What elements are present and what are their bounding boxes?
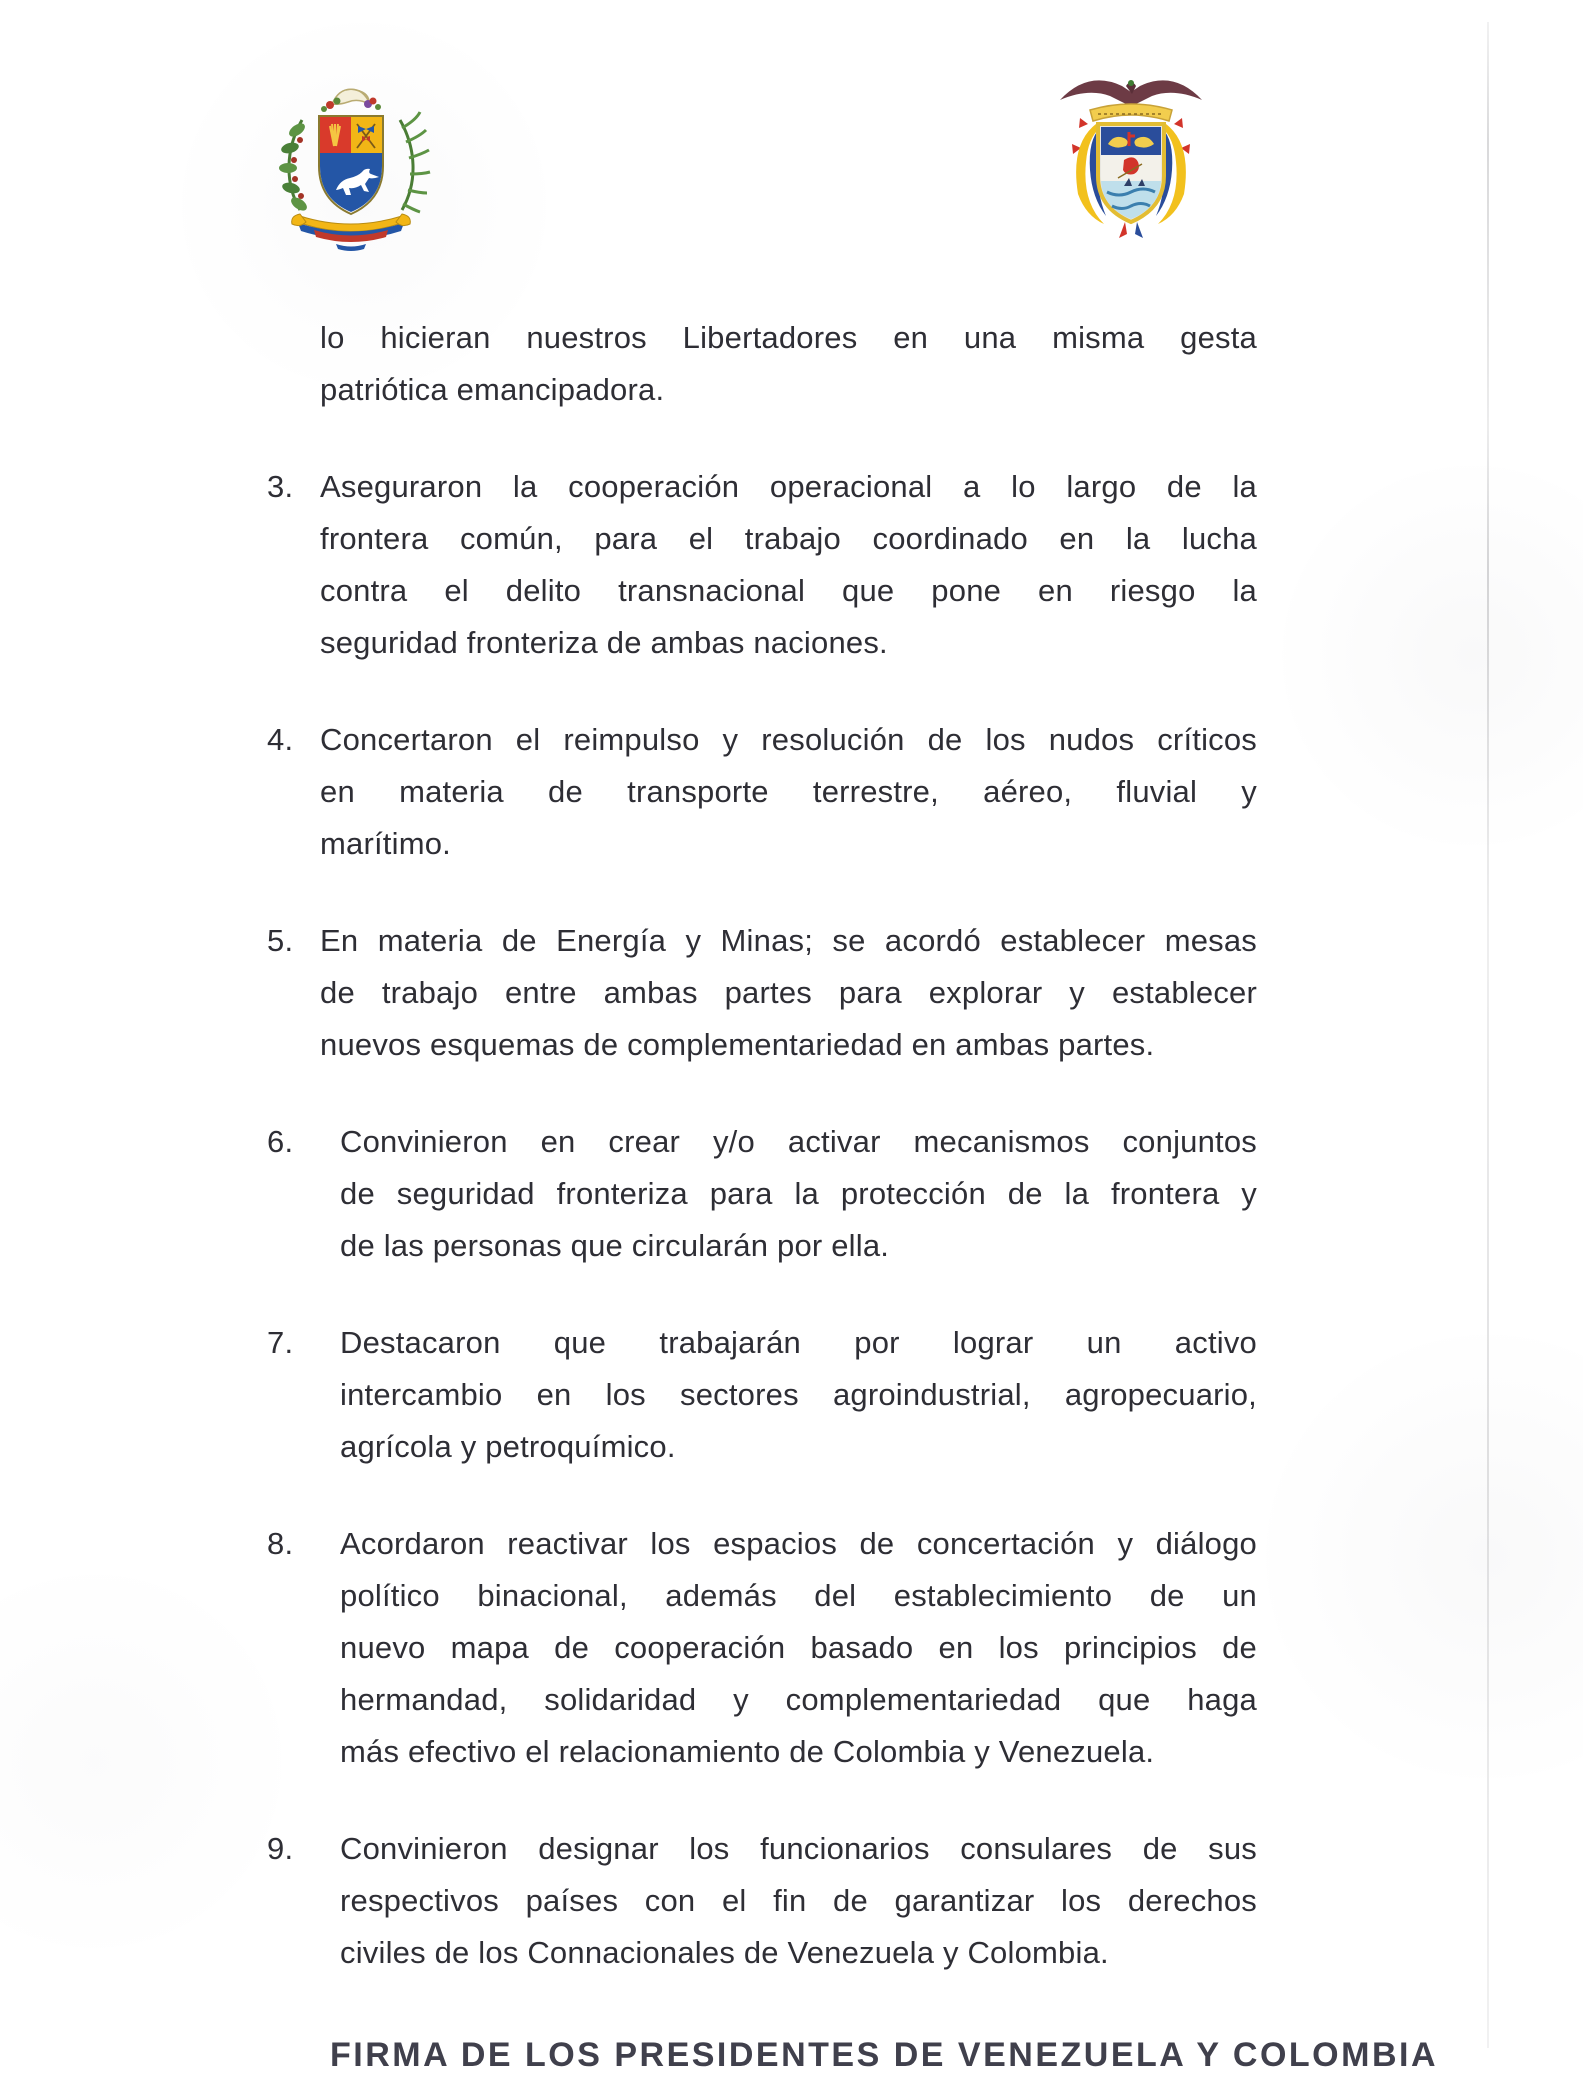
continuation-paragraph [320, 312, 1257, 416]
document-body [267, 312, 1257, 2024]
paragraph-line: de seguridad fronteriza para la protección de la frontera y [340, 1176, 1257, 1211]
paragraph-line: marítimo. [320, 826, 451, 861]
venezuela-coat-of-arms-icon [270, 78, 432, 250]
list-item-4 [267, 714, 1257, 870]
paragraph-line: de trabajo entre ambas partes para explorar y establecer [320, 975, 1257, 1010]
paragraph-line: Convinieron en crear y/o activar mecanismos conjuntos [340, 1124, 1257, 1159]
paragraph-line: seguridad fronteriza de ambas naciones. [320, 625, 888, 660]
list-item-3 [267, 461, 1257, 669]
paragraph-line: agrícola y petroquímico. [340, 1429, 676, 1464]
paragraph-line: civiles de los Connacionales de Venezuela y Colombia. [340, 1935, 1109, 1970]
paragraph-line: Convinieron designar los funcionarios consulares de sus [340, 1831, 1257, 1866]
paragraph-line: Aseguraron la cooperación operacional a lo largo de la [320, 469, 1257, 504]
list-item-7 [267, 1317, 1257, 1473]
item-number: 5. [267, 923, 294, 958]
paragraph-line: respectivos países con el fin de garantizar los derechos [340, 1883, 1257, 1918]
paragraph-line: patriótica emancipadora. [320, 372, 665, 407]
list-item-8 [267, 1518, 1257, 1778]
item-number: 6. [267, 1124, 294, 1159]
paragraph-line: lo hicieran nuestros Libertadores en una misma gesta [320, 320, 1257, 355]
paragraph-line: Destacaron que trabajarán por lograr un activo [340, 1325, 1257, 1360]
paragraph-line: en materia de transporte terrestre, aéreo, fluvial y [320, 774, 1257, 809]
paragraph-line: intercambio en los sectores agroindustrial, agropecuario, [340, 1377, 1257, 1412]
paragraph-line: hermandad, solidaridad y complementariedad que haga [340, 1682, 1257, 1717]
paragraph-line: nuevo mapa de cooperación basado en los principios de [340, 1630, 1257, 1665]
item-number: 8. [267, 1526, 294, 1561]
paragraph-line: frontera común, para el trabajo coordinado en la lucha [320, 521, 1257, 556]
item-number: 3. [267, 469, 294, 504]
clipped-footer-line: FIRMA DE LOS PRESIDENTES DE VENEZUELA Y COLOMBIA [330, 2036, 1438, 2074]
paragraph-line: político binacional, además del establecimiento de un [340, 1578, 1257, 1613]
item-number: 9. [267, 1831, 294, 1866]
paragraph-line: de las personas que circularán por ella. [340, 1228, 890, 1263]
scan-artifact-line [1487, 22, 1489, 2048]
list-item-9 [267, 1823, 1257, 1979]
list-item-6 [267, 1116, 1257, 1272]
paragraph-line: Concertaron el reimpulso y resolución de los nudos críticos [320, 722, 1257, 757]
paragraph-line: nuevos esquemas de complementariedad en ambas partes. [320, 1027, 1155, 1062]
item-number: 7. [267, 1325, 294, 1360]
paragraph-line: contra el delito transnacional que pone en riesgo la [320, 573, 1257, 608]
list-item-5 [267, 915, 1257, 1071]
paragraph-line: Acordaron reactivar los espacios de concertación y diálogo [340, 1526, 1257, 1561]
paragraph-line: En materia de Energía y Minas; se acordó establecer mesas [320, 923, 1257, 958]
paragraph-line: más efectivo el relacionamiento de Colombia y Venezuela. [340, 1734, 1155, 1769]
colombia-coat-of-arms-icon [1052, 66, 1210, 248]
item-number: 4. [267, 722, 294, 757]
